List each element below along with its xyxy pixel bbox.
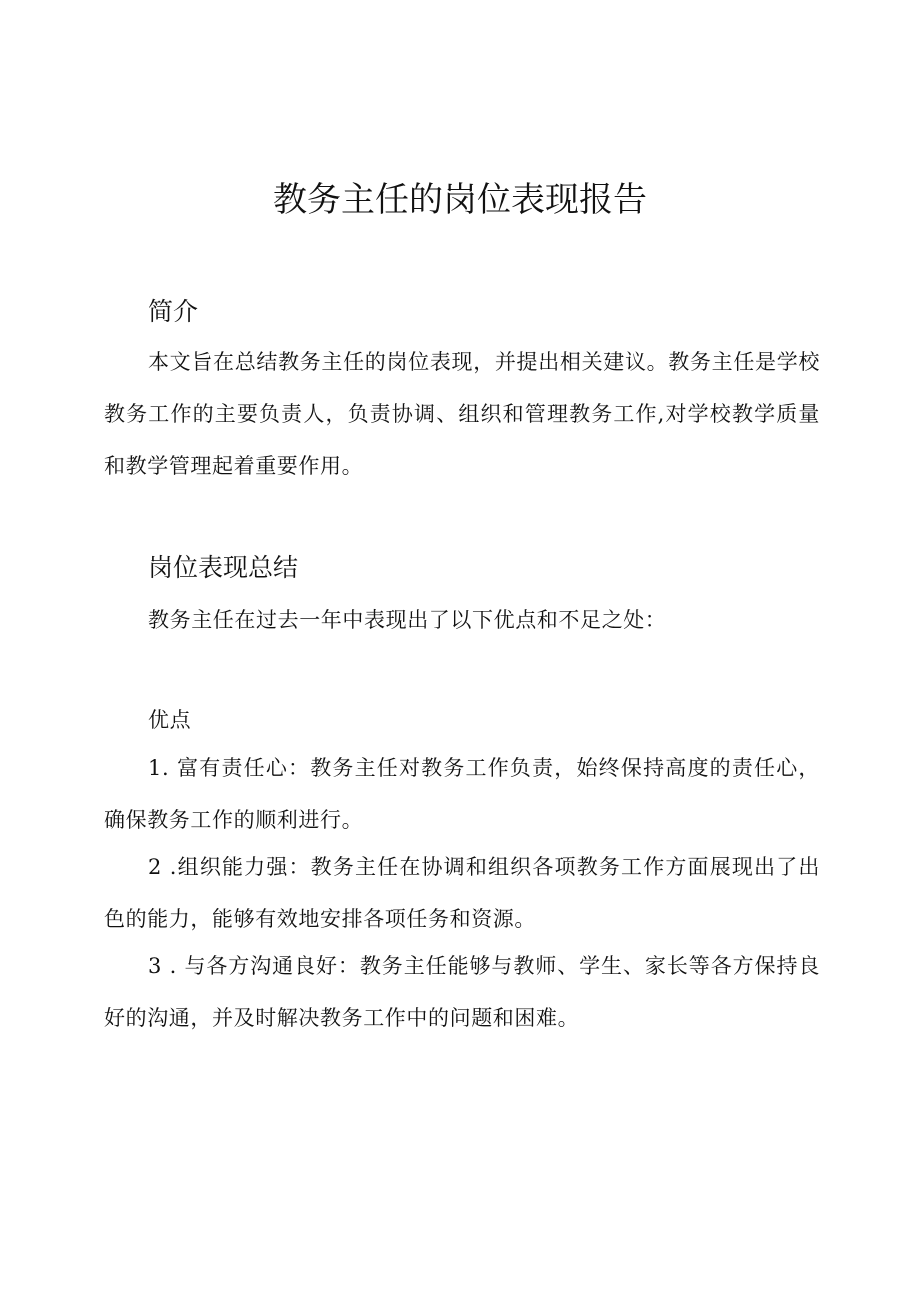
- intro-heading: 简介: [148, 297, 199, 326]
- summary-lead: 教务主任在过去一年中表现出了以下优点和不足之处：: [148, 608, 667, 632]
- intro-paragraph: 本文旨在总结教务主任的岗位表现，并提出相关建议。教务主任是学校教务工作的主要负责人，负责协调、组织和管理教务工作,对学校教学质量和教学管理起着重要作用。: [104, 350, 820, 478]
- summary-heading: 岗位表现总结: [148, 553, 299, 582]
- strengths-label: 优点: [148, 708, 192, 732]
- strength-item-2: 2 .组织能力强：教务主任在协调和组织各项教务工作方面展现出了出色的能力，能够有效地安排各项任务和资源。: [104, 855, 820, 931]
- strength-item-1: 1. 富有责任心：教务主任对教务工作负责，始终保持高度的责任心，确保教务工作的顺利进行。: [104, 756, 820, 832]
- strength-item-3: 3 . 与各方沟通良好：教务主任能够与教师、学生、家长等各方保持良好的沟通，并及时解决教务工作中的问题和困难。: [104, 954, 820, 1030]
- document-title: 教务主任的岗位表现报告: [273, 180, 647, 220]
